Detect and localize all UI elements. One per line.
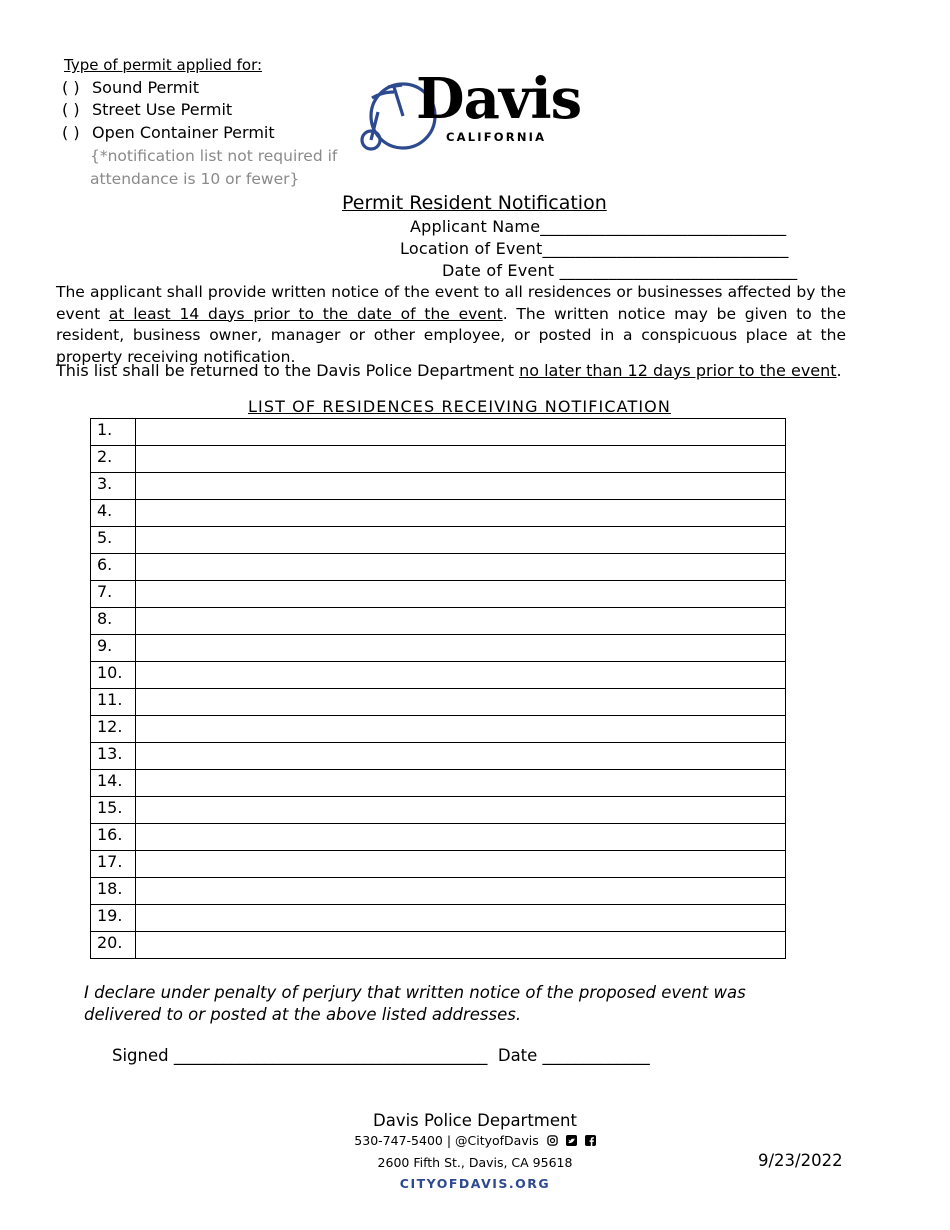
row-number: 19.: [91, 905, 136, 932]
row-number: 13.: [91, 743, 136, 770]
event-date-field[interactable]: [442, 261, 797, 280]
permit-type-heading: Type of permit applied for:: [64, 56, 263, 74]
permit-option-label: Street Use Permit: [92, 100, 233, 119]
residence-address-cell[interactable]: [136, 797, 786, 824]
permit-checkbox[interactable]: ( ): [62, 100, 80, 119]
table-row: [91, 797, 786, 824]
residence-address-cell[interactable]: [136, 446, 786, 473]
row-number: 1.: [91, 419, 136, 446]
table-row: [91, 527, 786, 554]
row-number: 2.: [91, 446, 136, 473]
permit-option-street-use[interactable]: [62, 100, 232, 119]
permit-option-sound[interactable]: [62, 78, 199, 97]
row-number: 11.: [91, 689, 136, 716]
residence-address-cell[interactable]: [136, 905, 786, 932]
table-row: [91, 905, 786, 932]
residence-list-table: [90, 418, 786, 959]
row-number: 10.: [91, 662, 136, 689]
residence-address-cell[interactable]: [136, 770, 786, 797]
residence-address-cell[interactable]: [136, 581, 786, 608]
return-text: This list shall be returned to the Davis Police Department: [56, 361, 520, 380]
row-number: 14.: [91, 770, 136, 797]
table-row: [91, 581, 786, 608]
residence-address-cell[interactable]: [136, 716, 786, 743]
residence-address-cell[interactable]: [136, 554, 786, 581]
residence-address-cell[interactable]: [136, 500, 786, 527]
table-row: [91, 689, 786, 716]
notice-intro: The applicant shall provide written notice of the event to all residences or businesses affected by the event: [56, 283, 846, 323]
table-row: [91, 500, 786, 527]
residence-address-cell[interactable]: [136, 635, 786, 662]
table-row: [91, 932, 786, 959]
notice-requirement-text: [56, 282, 846, 368]
residence-address-cell[interactable]: [136, 743, 786, 770]
table-row: [91, 716, 786, 743]
residence-address-cell[interactable]: [136, 608, 786, 635]
table-row: [91, 635, 786, 662]
row-number: 15.: [91, 797, 136, 824]
table-row: [91, 878, 786, 905]
residence-address-cell[interactable]: [136, 824, 786, 851]
table-row: [91, 743, 786, 770]
date-label: Date: [497, 1046, 543, 1065]
residence-address-cell[interactable]: [136, 473, 786, 500]
table-row: [91, 824, 786, 851]
row-number: 5.: [91, 527, 136, 554]
row-number: 6.: [91, 554, 136, 581]
davis-logo: [358, 66, 582, 156]
table-row: [91, 446, 786, 473]
residence-address-cell[interactable]: [136, 662, 786, 689]
table-row: [91, 770, 786, 797]
row-number: 12.: [91, 716, 136, 743]
table-row: [91, 608, 786, 635]
return-deadline: no later than 12 days prior to the event: [519, 361, 837, 380]
signature-field[interactable]: ______________________________________: [173, 1046, 488, 1065]
field-label: Date of Event: [442, 261, 560, 280]
instagram-icon[interactable]: [547, 1135, 558, 1146]
signed-label: Signed: [112, 1046, 174, 1065]
row-number: 17.: [91, 851, 136, 878]
return-deadline-text: [56, 361, 856, 380]
applicant-name-field[interactable]: [410, 217, 786, 236]
table-row: [91, 662, 786, 689]
event-location-field[interactable]: [400, 239, 789, 258]
field-blank[interactable]: ______________________________: [540, 217, 787, 236]
residence-address-cell[interactable]: [136, 932, 786, 959]
residence-address-cell[interactable]: [136, 878, 786, 905]
logo-wordmark: Davis: [416, 66, 582, 132]
notification-note: {*notification list not required if attendance is 10 or fewer}: [90, 147, 338, 188]
residence-address-cell[interactable]: [136, 851, 786, 878]
footer-website-link[interactable]: CITYOFDAVIS.ORG: [399, 1176, 551, 1191]
residence-address-cell[interactable]: [136, 527, 786, 554]
footer-contact-text: 530-747-5400 | @CityofDavis: [354, 1133, 539, 1148]
row-number: 7.: [91, 581, 136, 608]
perjury-declaration: I declare under penalty of perjury that written notice of the proposed event was delivered to or posted at the above listed addresses.: [84, 983, 746, 1024]
facebook-icon[interactable]: [585, 1135, 596, 1146]
signature-line: [112, 1046, 650, 1065]
notice-rest: . The written notice may be given to the resident, business owner, manager or other employee, or posted in a conspicuous place at the property receiving notification.: [56, 304, 846, 366]
footer-department: Davis Police Department: [373, 1111, 577, 1130]
field-blank[interactable]: _____________________________: [559, 261, 798, 280]
twitter-icon[interactable]: [566, 1135, 577, 1146]
permit-checkbox[interactable]: ( ): [62, 78, 80, 97]
residence-address-cell[interactable]: [136, 419, 786, 446]
field-label: Location of Event: [400, 239, 543, 258]
table-row: [91, 554, 786, 581]
row-number: 4.: [91, 500, 136, 527]
field-label: Applicant Name: [410, 217, 541, 236]
footer-address: 2600 Fifth St., Davis, CA 95618: [377, 1155, 573, 1170]
notice-deadline: at least 14 days prior to the date of the event: [108, 304, 503, 323]
field-blank[interactable]: ______________________________: [542, 239, 789, 258]
residence-list-title: LIST OF RESIDENCES RECEIVING NOTIFICATION: [248, 397, 671, 416]
permit-option-label: Open Container Permit: [92, 123, 275, 142]
residence-address-cell[interactable]: [136, 689, 786, 716]
row-number: 16.: [91, 824, 136, 851]
row-number: 3.: [91, 473, 136, 500]
return-end: .: [836, 361, 842, 380]
row-number: 18.: [91, 878, 136, 905]
table-row: [91, 851, 786, 878]
document-date: 9/23/2022: [758, 1151, 843, 1170]
table-row: [91, 473, 786, 500]
logo-subtitle: CALIFORNIA: [446, 130, 547, 144]
signature-date-field[interactable]: _____________: [542, 1046, 650, 1065]
permit-option-open-container[interactable]: [62, 123, 275, 142]
footer-contact: [0, 1133, 950, 1148]
row-number: 9.: [91, 635, 136, 662]
form-title: Permit Resident Notification: [342, 192, 607, 214]
row-number: 20.: [91, 932, 136, 959]
table-row: [91, 419, 786, 446]
row-number: 8.: [91, 608, 136, 635]
permit-checkbox[interactable]: ( ): [62, 123, 80, 142]
permit-option-label: Sound Permit: [92, 78, 199, 97]
